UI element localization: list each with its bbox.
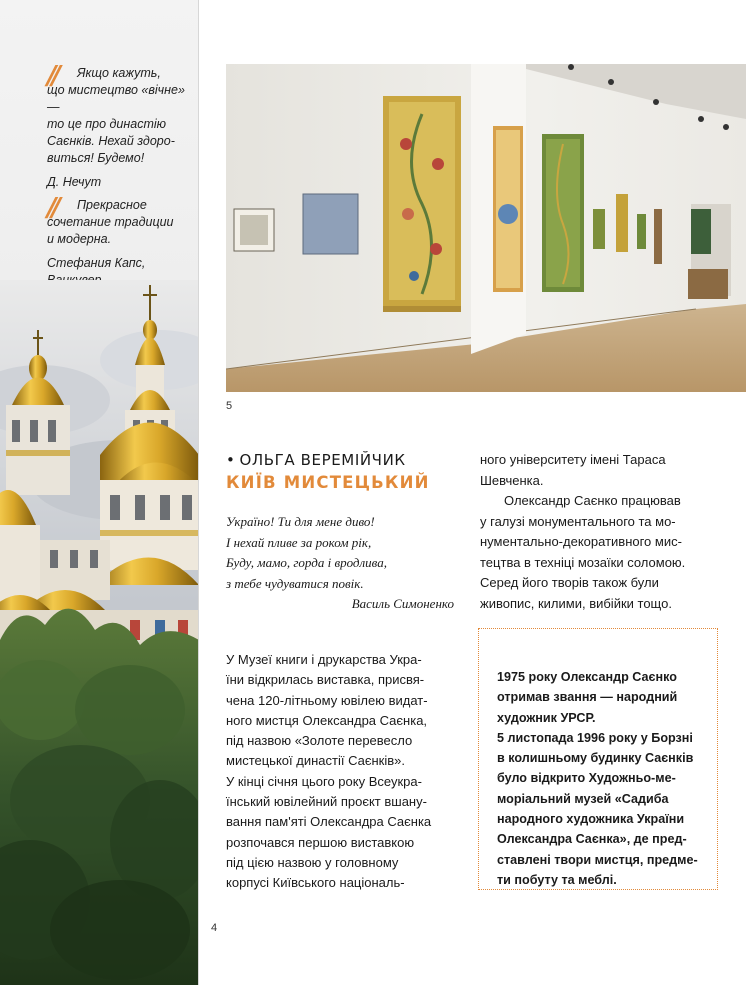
poem-line: з тебе чудуватися повік. [226,575,364,591]
gallery-photo [226,64,746,392]
quote-mark-icon: // [47,61,56,91]
body-line: тецтва в техніці мозаїки соломою. [480,554,686,570]
body-line: мистецької династії Саєнків». [226,753,405,769]
poem-line: Україно! Ти для мене диво! [226,514,375,529]
fact-line: 1975 року Олександр Саєнко [497,670,677,684]
body-line: У кінці січня цього року Всеукра- [226,773,422,789]
body-line: у галузі монументального та мо- [480,513,676,529]
body-line: вання пам'яті Олександра Саєнка [226,814,432,830]
fact-box-text [497,667,712,890]
fact-line: ти побуту та меблі. [497,872,617,887]
poem-line: І нехай пливе за роком рік, [226,534,372,550]
body-line: Шевченка. [480,472,544,488]
sidebar-quote-1 [47,61,197,191]
fact-box [478,628,718,890]
body-line: ного університету імені Тараса [480,452,666,467]
article-body-column-1 [226,650,454,894]
fact-line: ставлені твори мистця, предме- [497,852,698,867]
body-line: Олександр Саєнко працював [504,493,681,508]
sidebar-divider [198,0,199,985]
fact-line: 5 листопада 1996 року у Борзні [497,730,693,745]
body-line: під цією назвою у головному [226,854,399,870]
body-line: чена 120-літньому ювілею видат- [226,692,428,708]
photo-caption: 5 [226,400,233,412]
body-line: нументально-декоративного мис- [480,534,682,549]
fact-line: моріальний музей «Садиба [497,791,669,806]
quote-author: Д. Нечут [47,175,102,189]
cathedral-image [0,280,199,985]
body-line: розпочався першою виставкою [226,834,415,850]
bullet-icon: • [226,451,236,469]
fact-line: художник УРСР. [497,710,596,725]
article-author [226,451,406,469]
author-name: ОЛЬГА ВЕРЕМІЙЧИК [239,451,406,469]
fact-line: отримав звання — народний [497,690,678,705]
body-line: ного мистця Олександра Саєнка, [226,712,428,728]
quote-text: Прекрасное сочетание традиции и модерна. [47,198,174,246]
section-title: КИЇВ МИСТЕЦЬКИЙ [226,473,430,492]
poem-line: Буду, мамо, горда і вродлива, [226,555,387,570]
body-line: їни відкрилась виставка, присвя- [226,672,425,688]
article-body-column-2 [480,450,720,614]
fact-line: було відкрито Художньо-ме- [497,771,676,786]
fact-line: народного художника України [497,812,685,827]
poem-author: Василь Симоненко [351,596,454,611]
body-line: їнський ювілейний проєкт вшану- [226,794,427,810]
body-line: Серед його творів також були [480,575,659,590]
fact-line: Олександра Саєнка», де пред- [497,832,687,847]
body-line: У Музеї книги і друкарства Укра- [226,652,422,667]
quote-text: Якщо кажуть, що мистецтво «вічне» — то це про династію Саєнків. Нехай здоро- виться! Будемо! [47,66,185,165]
fact-line: в колишньому будинку Саєнків [497,751,694,766]
quote-mark-icon: // [47,193,56,223]
body-line: корпусі Київського національ- [226,875,405,891]
page-number: 4 [211,922,218,934]
body-line: живопис, килими, вибійки тощо. [480,595,672,611]
poem-epigraph [226,512,454,615]
exhibition-hall-image [226,64,746,392]
body-line: під назвою «Золоте перевесло [226,733,413,749]
quote-author: Стефания Капс, [47,256,146,270]
sidebar [0,0,199,985]
